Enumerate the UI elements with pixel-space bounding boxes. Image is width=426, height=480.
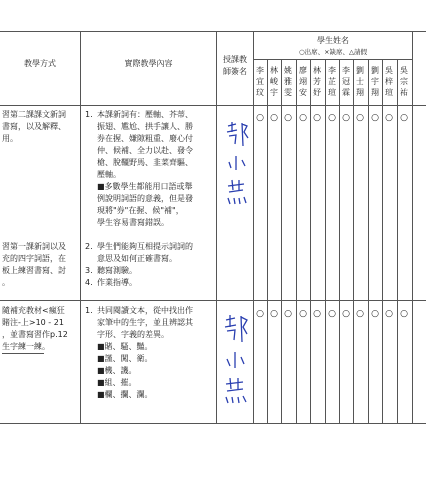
student-name: 李 宜 玟 [256,66,264,97]
student-name: 吳 梓 瑄 [385,66,393,97]
handwritten-signature-icon [222,312,250,408]
attendance-mark: ○ [385,113,393,123]
handwritten-signature-icon [224,118,250,208]
header-bottom-border [0,105,426,106]
row1-item-num: 3. [85,266,93,275]
table-bottom-border [0,423,426,424]
student-header-divider [253,59,412,60]
student-name: 林 峻 宇 [270,66,278,97]
attendance-mark: ○ [328,113,336,123]
attendance-mark: ○ [284,113,292,123]
teacher-signature [224,118,250,213]
attendance-mark: ○ [256,309,264,319]
attendance-mark: ○ [356,113,364,123]
teacher-signature [222,312,250,413]
attendance-mark: ○ [284,309,292,319]
row1-item-text: 本課新詞有：壓軸、芥蒂、 振翅、尷尬、拱手讓人、勝 券在握、嫌隙粗重、廢心付 仲、候補、全力以赴、發令 槍、脫韁野馬、韭菜齊驅、 壓軸。 ■多數學生都能用口語或舉 例說明詞語的意義，但是發 現將"券"在握、候"補"， 學生容易書寫錯誤。 [97,110,193,227]
column-divider-end [412,31,413,423]
attendance-mark: ○ [400,309,408,319]
attendance-mark: ○ [270,113,278,123]
attendance-mark: ○ [400,113,408,123]
column-divider-content [216,31,217,423]
student-name: 劉 宇 翔 [371,66,379,97]
row1-item-text: 學生們能夠互相提示詞詞的 意思及如何正確書寫。 [97,242,193,263]
student-name: 姚 雅 雯 [284,66,292,97]
attendance-mark: ○ [328,309,336,319]
row1-item-num: 1. [85,110,93,119]
row2-method-underline [2,353,44,354]
attendance-mark: ○ [256,113,264,123]
student-name: 劉 士 翔 [356,66,364,97]
header-content: 實際教學內容 [124,59,173,68]
row1-item-text: 作業指導。 [97,278,137,287]
header-method: 教學方式 [24,59,56,68]
table-top-border [0,31,426,32]
attendance-mark: ○ [371,309,379,319]
header-attendance-legend: ○出席、×缺席、△請假 [298,48,368,56]
row2-item-num: 1. [85,306,93,315]
student-name: 林 芳 妤 [313,66,321,97]
header-teacher: 授課教 師簽名 [223,55,247,76]
student-name: 李 芷 瑄 [328,66,336,97]
attendance-mark: ○ [313,309,321,319]
attendance-mark: ○ [371,113,379,123]
header-students-title: 學生姓名 [317,36,349,45]
student-name: 廖 翊 安 [299,66,307,97]
row2-method: 隨補充教材<瘋狂 賭注-上>10 - 21 ，並書寫習作p.12 生字練一練。 [2,306,68,351]
row1-item-text: 聽寫測驗。 [97,266,137,275]
student-name: 李 冠 霖 [342,66,350,97]
row-divider [0,300,426,301]
row2-item-text: 共同閱讀文本，從中找出作 家筆中的生字，並且辨認其 字形、字義的差異。 ■賭、騷、豔。 ■謹、闖、衛。 ■機、譏。 ■組、摧。 ■欄、攔、瀾。 [97,306,193,399]
student-name: 吳 宗 祐 [400,66,408,97]
row1-item-num: 4. [85,278,93,287]
attendance-mark: ○ [270,309,278,319]
attendance-mark: ○ [356,309,364,319]
attendance-mark: ○ [313,113,321,123]
attendance-mark: ○ [342,309,350,319]
attendance-mark: ○ [299,113,307,123]
row1-method: 習第二課課文新詞 書寫，以及解釋、 用。 習第一課新詞以及 充的四字詞語，在 板上練習書寫、討 。 [2,110,66,287]
column-divider-method [80,31,81,423]
attendance-mark: ○ [342,113,350,123]
row1-item-num: 2. [85,242,93,251]
attendance-mark: ○ [299,309,307,319]
attendance-mark: ○ [385,309,393,319]
